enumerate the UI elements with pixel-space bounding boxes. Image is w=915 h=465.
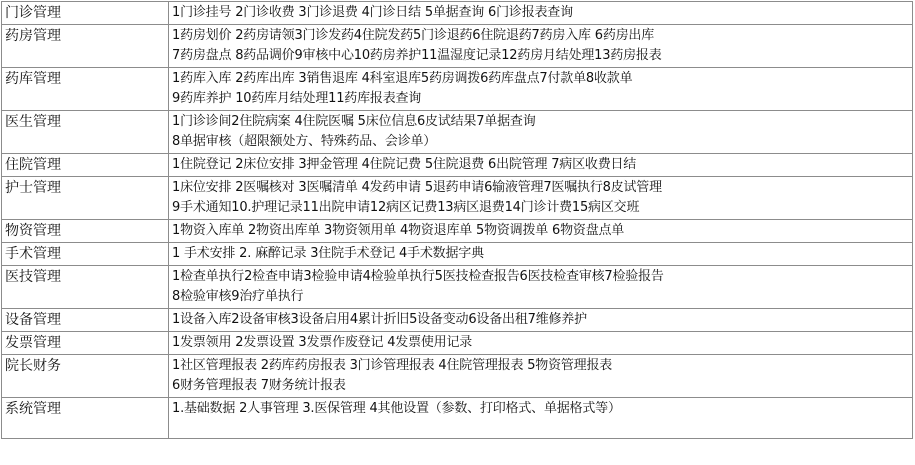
module-functions	[169, 68, 913, 111]
function-line: 6财务管理报表 7财务统计报表	[172, 378, 346, 393]
table-row	[2, 111, 913, 154]
module-name: 院长财务	[2, 355, 169, 398]
table-row	[2, 266, 913, 309]
function-line: 1社区管理报表 2药库药房报表 3门诊管理报表 4住院管理报表 5物资管理报表	[172, 358, 613, 373]
module-name: 医生管理	[2, 111, 169, 154]
module-functions	[169, 266, 913, 309]
table-row	[2, 220, 913, 243]
function-line: 9手术通知10.护理记录11出院申请12病区记费13病区退费14门诊计费15病区交班	[172, 200, 640, 215]
function-line: 1门诊挂号 2门诊收费 3门诊退费 4门诊日结 5单据查询 6门诊报表查询	[172, 5, 573, 20]
function-line: 1门诊诊间2住院病案 4住院医嘱 5床位信息6皮试结果7单据查询	[172, 114, 536, 129]
module-name: 系统管理	[2, 398, 169, 439]
module-functions	[169, 398, 913, 439]
module-functions	[169, 243, 913, 266]
module-name: 药房管理	[2, 25, 169, 68]
function-line: 1住院登记 2床位安排 3押金管理 4住院记费 5住院退费 6出院管理 7病区收费日结	[172, 157, 637, 172]
function-line: 1药库入库 2药库出库 3销售退库 4科室退库5药房调拨6药库盘点7付款单8收款单	[172, 71, 633, 86]
table-row	[2, 243, 913, 266]
module-functions	[169, 154, 913, 177]
module-name: 药库管理	[2, 68, 169, 111]
module-function-table	[1, 1, 913, 439]
function-line: 1床位安排 2医嘱核对 3医嘱清单 4发药申请 5退药申请6输液管理7医嘱执行8皮试管理	[172, 180, 662, 195]
table-row	[2, 68, 913, 111]
function-line: 7药房盘点 8药品调价9审核中心10药房养护11温湿度记录12药房月结处理13药房报表	[172, 48, 662, 63]
module-name: 设备管理	[2, 309, 169, 332]
module-name: 物资管理	[2, 220, 169, 243]
function-line: 1药房划价 2药房请领3门诊发药4住院发药5门诊退药6住院退药7药房入库 6药房出库	[172, 28, 655, 43]
module-functions	[169, 309, 913, 332]
function-line: 1 手术安排 2. 麻醉记录 3住院手术登记 4手术数据字典	[172, 246, 484, 261]
module-name: 门诊管理	[2, 2, 169, 25]
function-line: 1检查单执行2检查申请3检验申请4检验单执行5医技检查报告6医技检查审核7检验报告	[172, 269, 664, 284]
table-row	[2, 332, 913, 355]
function-line: 8检验审核9治疗单执行	[172, 289, 304, 304]
module-functions	[169, 332, 913, 355]
module-table-wrapper	[1, 1, 913, 439]
function-line: 1.基础数据 2人事管理 3.医保管理 4其他设置（参数、打印格式、单据格式等）	[172, 401, 621, 416]
function-line: 1设备入库2设备审核3设备启用4累计折旧5设备变动6设备出租7维修养护	[172, 312, 587, 327]
function-line: 8单据审核（超限额处方、特殊药品、会诊单）	[172, 134, 437, 149]
module-functions	[169, 25, 913, 68]
module-name: 医技管理	[2, 266, 169, 309]
module-functions	[169, 111, 913, 154]
function-line: 9药库养护 10药库月结处理11药库报表查询	[172, 91, 422, 106]
table-row	[2, 309, 913, 332]
module-functions	[169, 2, 913, 25]
table-row	[2, 355, 913, 398]
module-name: 发票管理	[2, 332, 169, 355]
module-name: 住院管理	[2, 154, 169, 177]
module-functions	[169, 220, 913, 243]
table-row	[2, 2, 913, 25]
function-line: 1发票领用 2发票设置 3发票作废登记 4发票使用记录	[172, 335, 473, 350]
table-row	[2, 25, 913, 68]
module-functions	[169, 177, 913, 220]
module-functions	[169, 355, 913, 398]
function-line: 1物资入库单 2物资出库单 3物资领用单 4物资退库单 5物资调拨单 6物资盘点单	[172, 223, 625, 238]
module-name: 手术管理	[2, 243, 169, 266]
table-row	[2, 177, 913, 220]
table-row	[2, 154, 913, 177]
table-row	[2, 398, 913, 439]
module-name: 护士管理	[2, 177, 169, 220]
